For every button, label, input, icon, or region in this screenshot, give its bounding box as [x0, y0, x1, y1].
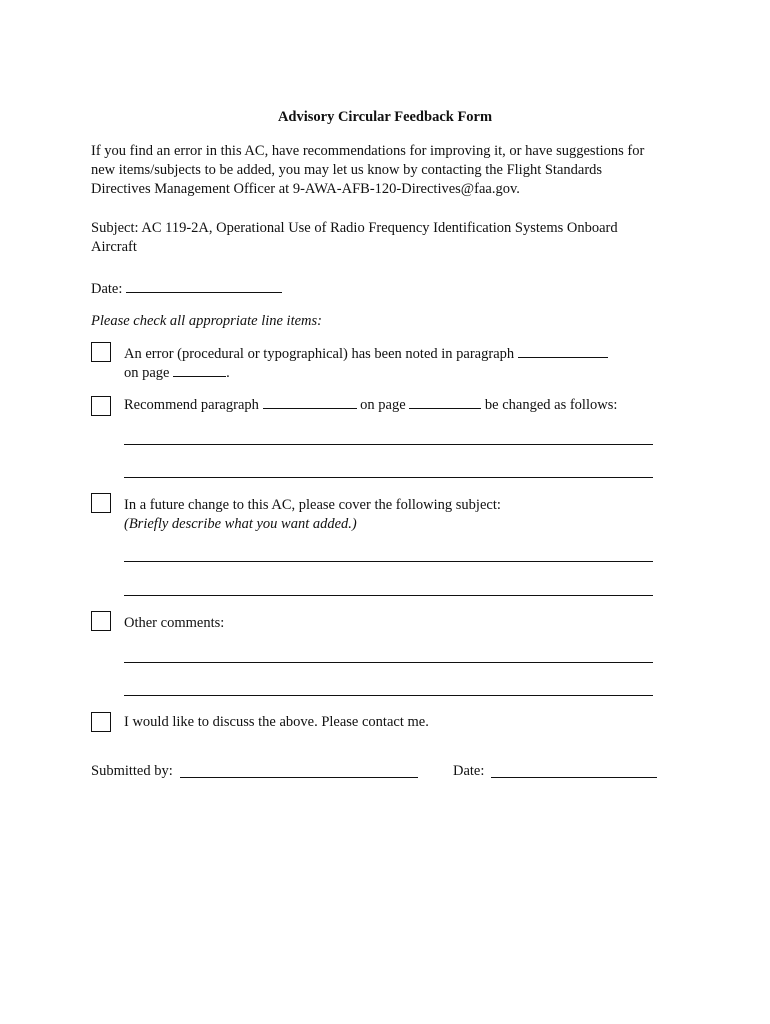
future-answer-line-2[interactable]	[124, 595, 653, 596]
future-change-item-text	[124, 496, 664, 534]
submitted-by-label: Submitted by:	[91, 763, 173, 779]
intro-paragraph	[91, 142, 681, 199]
contact-me-text: I would like to discuss the above. Please contact me.	[124, 714, 429, 730]
date-row	[91, 280, 282, 298]
contact-me-checkbox[interactable]	[91, 712, 111, 732]
instruction-text: Please check all appropriate line items:	[91, 313, 322, 329]
recommend-item-text	[124, 396, 664, 415]
error-text-a: An error (procedural or typographical) has been noted in paragraph	[124, 346, 515, 362]
subject-line: Aircraft	[91, 239, 137, 255]
recommend-text-c: be changed as follows:	[484, 397, 618, 413]
recommend-checkbox[interactable]	[91, 396, 111, 416]
error-paragraph-field[interactable]	[518, 345, 608, 358]
other-answer-line-1[interactable]	[124, 662, 653, 663]
error-text-b: on page	[124, 365, 170, 381]
subject-paragraph	[91, 219, 681, 257]
other-comments-checkbox[interactable]	[91, 611, 111, 631]
intro-line: new items/subjects to be added, you may let us know by contacting the Flight Standards	[91, 162, 603, 178]
date-field[interactable]	[126, 280, 282, 293]
error-item-text	[124, 345, 664, 383]
recommend-paragraph-field[interactable]	[263, 396, 357, 409]
future-change-checkbox[interactable]	[91, 493, 111, 513]
date-label: Date:	[91, 281, 123, 297]
intro-line: Directives Management Officer at 9-AWA-AFB-120-Directives@faa.gov.	[91, 181, 520, 197]
recommend-page-field[interactable]	[409, 396, 481, 409]
future-answer-line-1[interactable]	[124, 561, 653, 562]
recommend-answer-line-1[interactable]	[124, 444, 653, 445]
error-checkbox[interactable]	[91, 342, 111, 362]
error-page-field[interactable]	[173, 364, 226, 377]
subject-line: Subject: AC 119-2A, Operational Use of Radio Frequency Identification Systems Onboard	[91, 220, 618, 236]
other-comments-text: Other comments:	[124, 615, 225, 631]
other-answer-line-2[interactable]	[124, 695, 653, 696]
recommend-answer-line-2[interactable]	[124, 477, 653, 478]
intro-line: If you find an error in this AC, have recommendations for improving it, or have suggestions for	[91, 143, 645, 159]
submitted-date-field[interactable]	[491, 777, 657, 778]
form-title: Advisory Circular Feedback Form	[277, 109, 493, 125]
error-text-c: .	[226, 365, 230, 381]
future-change-hint: (Briefly describe what you want added.)	[124, 516, 357, 532]
recommend-text-b: on page	[360, 397, 406, 413]
recommend-text-a: Recommend paragraph	[124, 397, 259, 413]
submitted-by-field[interactable]	[180, 777, 418, 778]
submitted-date-label: Date:	[453, 763, 485, 779]
future-change-text: In a future change to this AC, please cover the following subject:	[124, 497, 501, 513]
